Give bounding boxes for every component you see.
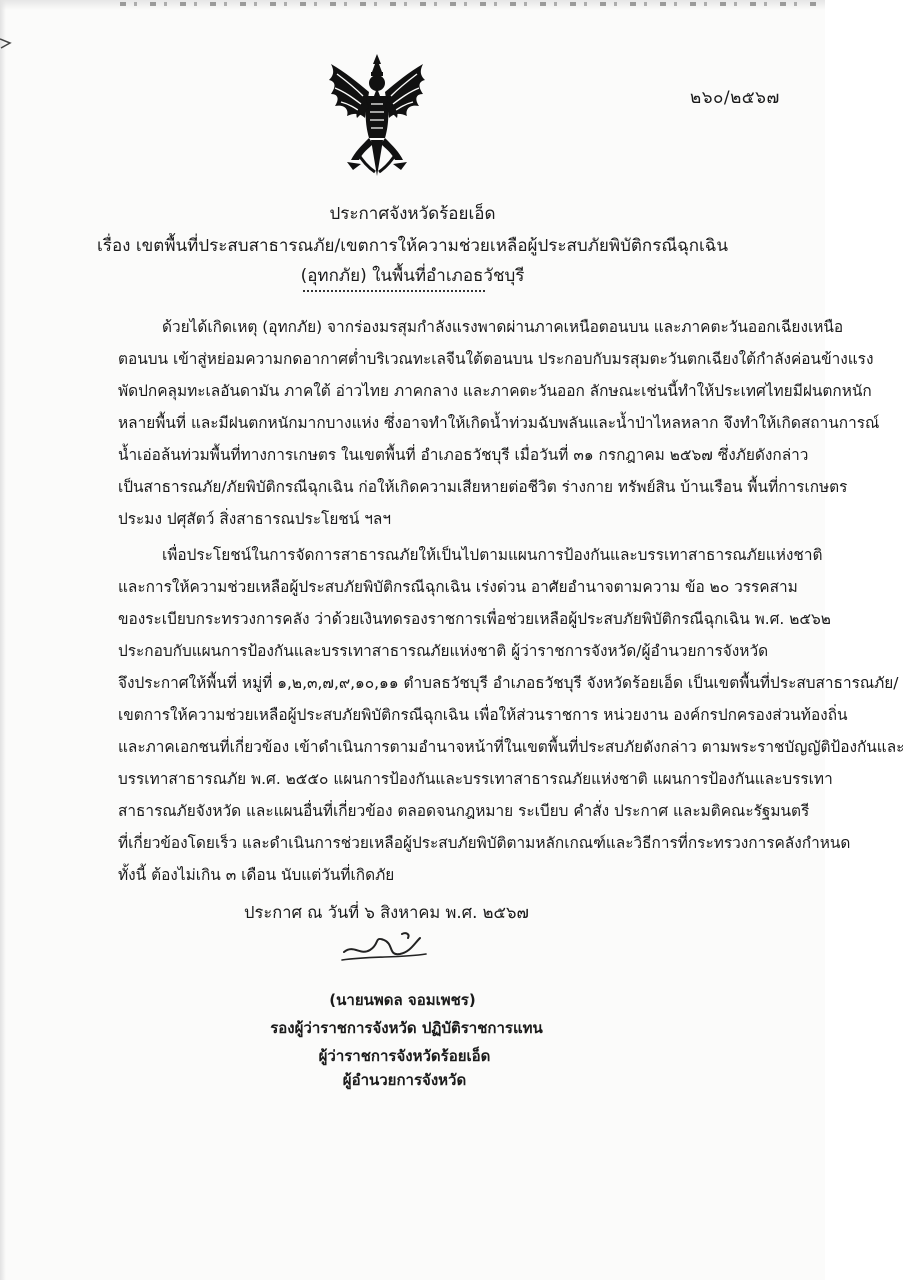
paragraph2-line: สาธารณภัยจังหวัด และแผนอื่นที่เกี่ยวข้อง ตลอดจนกฎหมาย ระเบียบ คำสั่ง ประกาศ และมติคณะรัฐมนตรี (118, 802, 810, 820)
paragraph2-line: และภาคเอกชนที่เกี่ยวข้อง เข้าดำเนินการตามอำนาจหน้าที่ในเขตพื้นที่ประสบภัยดังกล่าว ตามพระราชบัญญัติป้องกันและ (118, 738, 904, 756)
paragraph1-line: หลายพื้นที่ และมีฝนตกหนักมากบางแห่ง ซึ่งอาจทำให้เกิดน้ำท่วมฉับพลันและน้ำป่าไหลหลาก จึงทำให้เกิดสถานการณ์ (118, 414, 880, 432)
announcement-subject: เรื่อง เขตพื้นที่ประสบสาธารณภัย/เขตการให้ความช่วยเหลือผู้ประสบภัยพิบัติกรณีฉุกเฉิน (97, 236, 728, 256)
announcement-title: ประกาศจังหวัดร้อยเอ็ด (329, 204, 496, 224)
paragraph2-line: และการให้ความช่วยเหลือผู้ประสบภัยพิบัติกรณีฉุกเฉิน เร่งด่วน อาศัยอำนาจตามความ ข้อ ๒๐ วรรคสาม (118, 578, 798, 596)
announcement-subject-continued: (อุทกภัย) ในพื้นที่อำเภอธวัชบุรี (300, 266, 525, 286)
signatory-position: รองผู้ว่าราชการจังหวัด ปฏิบัติราชการแทน (270, 1019, 543, 1037)
paragraph1-line: เป็นสาธารณภัย/ภัยพิบัติกรณีฉุกเฉิน ก่อให้เกิดความเสียหายต่อชีวิต ร่างกาย ทรัพย์สิน บ้านเรือน พื้นที่การเกษตร (118, 478, 848, 496)
announcement-date: ประกาศ ณ วันที่ ๖ สิงหาคม พ.ศ. ๒๕๖๗ (244, 903, 529, 922)
signatory-position: ผู้อำนวยการจังหวัด (342, 1071, 467, 1089)
paragraph2-line: เขตการให้ความช่วยเหลือผู้ประสบภัยพิบัติกรณีฉุกเฉิน เพื่อให้ส่วนราชการ หน่วยงาน องค์กรปกครองส่วนท้องถิ่น (118, 706, 848, 724)
garuda-emblem-icon (327, 52, 427, 180)
paragraph1-line: ตอนบน เข้าสู่หย่อมความกดอากาศต่ำบริเวณทะเลจีนใต้ตอนบน ประกอบกับมรสุมตะวันตกเฉียงใต้กำลังค่อนข้างแรง (118, 350, 874, 368)
signatory-position: ผู้ว่าราชการจังหวัดร้อยเอ็ด (318, 1047, 491, 1065)
paragraph1-line: ประมง ปศุสัตว์ สิ่งสาธารณประโยชน์ ฯลฯ (118, 510, 392, 528)
paragraph2-line: บรรเทาสาธารณภัย พ.ศ. ๒๕๕๐ แผนการป้องกันและบรรเทาสาธารณภัยแห่งชาติ แผนการป้องกันและบรรเทา (118, 770, 833, 788)
dotted-separator (303, 290, 485, 292)
paragraph1-line: พัดปกคลุมทะเลอันดามัน ภาคใต้ อ่าวไทย ภาคกลาง และภาคตะวันออก ลักษณะเช่นนี้ทำให้ประเทศไทยมีฝนตกหนัก (118, 382, 872, 400)
paragraph2-line: ที่เกี่ยวข้องโดยเร็ว และดำเนินการช่วยเหลือผู้ประสบภัยพิบัติตามหลักเกณฑ์และวิธีการที่กระทรวงการคลังกำหนด (118, 834, 851, 852)
paragraph2-line: ทั้งนี้ ต้องไม่เกิน ๓ เดือน นับแต่วันที่เกิดภัย (118, 866, 395, 884)
paragraph2-line: เพื่อประโยชน์ในการจัดการสาธารณภัยให้เป็นไปตามแผนการป้องกันและบรรเทาสาธารณภัยแห่งชาติ (162, 546, 823, 564)
paragraph2-line: ของระเบียบกระทรวงการคลัง ว่าด้วยเงินทดรองราชการเพื่อช่วยเหลือผู้ประสบภัยพิบัติกรณีฉุกเฉิน พ.ศ. ๒๕๖๒ (118, 610, 831, 628)
handwritten-signature-icon (340, 926, 430, 966)
paragraph1-line: ด้วยได้เกิดเหตุ (อุทกภัย) จากร่องมรสุมกำลังแรงพาดผ่านภาคเหนือตอนบน และภาคตะวันออกเฉียงเหนือ (162, 318, 844, 336)
paragraph1-line: น้ำเอ่อล้นท่วมพื้นที่ทางการเกษตร ในเขตพื้นที่ อำเภอธวัชบุรี เมื่อวันที่ ๓๑ กรกฎาคม ๒๕๖๗ ซึ่งภัยดังกล่าว (118, 446, 809, 464)
paragraph2-line: จึงประกาศให้พื้นที่ หมู่ที่ ๑,๒,๓,๗,๙,๑๐,๑๑ ตำบลธวัชบุรี อำเภอธวัชบุรี จังหวัดร้อยเอ็ด เป็นเขตพื้นที่ประสบสาธารณภัย/ (118, 674, 899, 692)
document-number: ๒๖๐/๒๕๖๗ (690, 88, 780, 108)
signatory-name: (นายนพดล จอมเพชร) (329, 991, 476, 1009)
binder-mark-icon (0, 36, 14, 50)
scan-noise (120, 2, 820, 6)
paragraph2-line: ประกอบกับแผนการป้องกันและบรรเทาสาธารณภัยแห่งชาติ ผู้ว่าราชการจังหวัด/ผู้อำนวยการจังหวัด (118, 642, 769, 660)
